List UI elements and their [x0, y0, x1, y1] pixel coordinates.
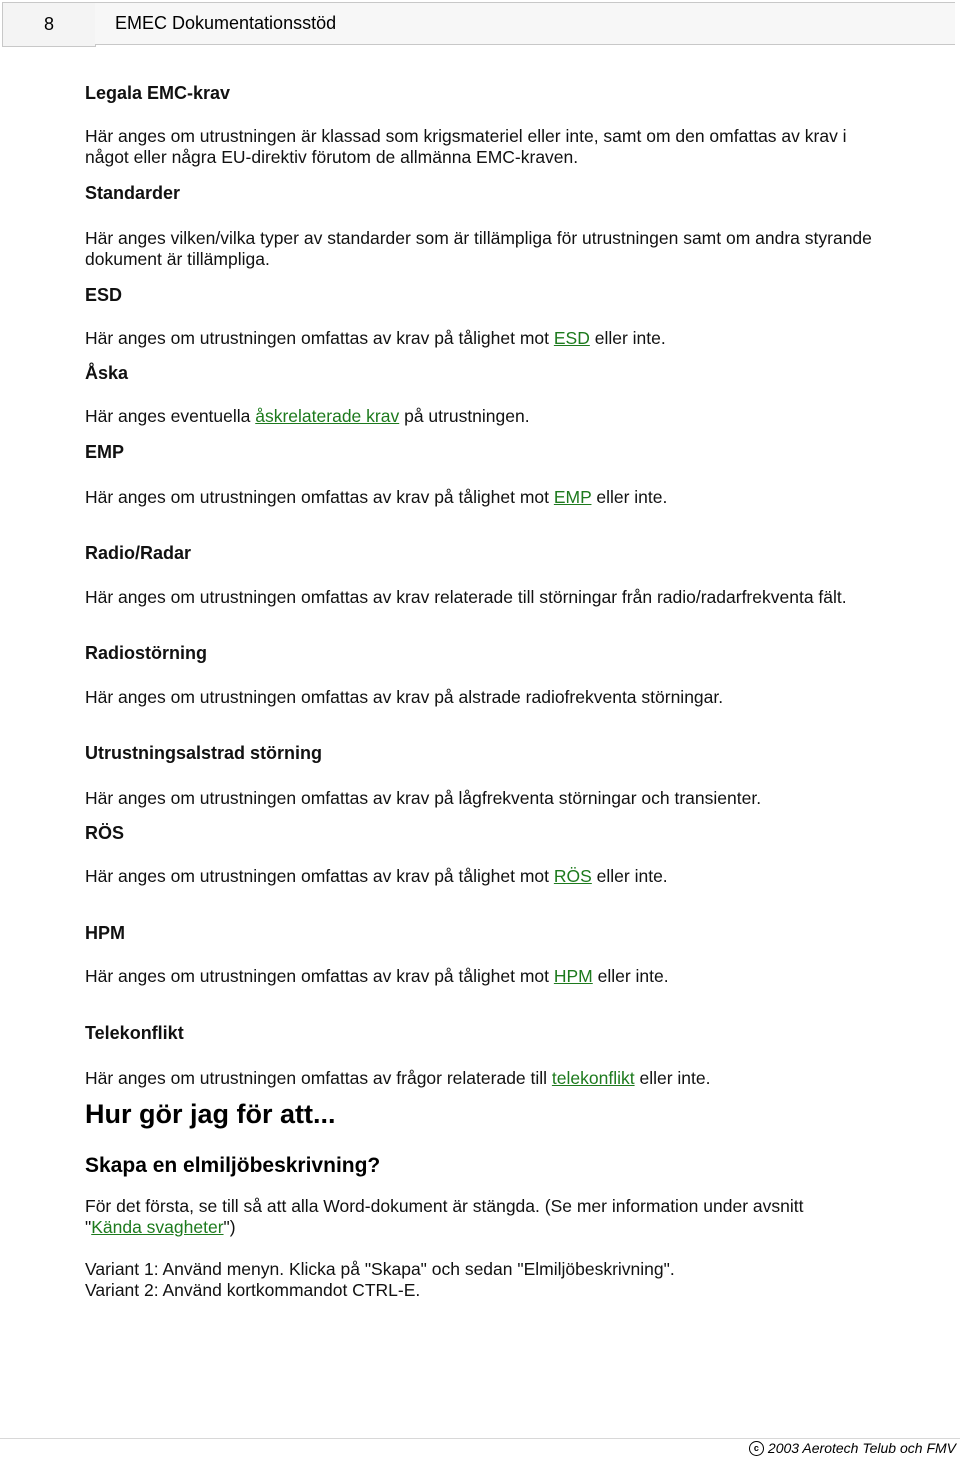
esd-link[interactable]: ESD [553, 328, 590, 348]
utrustningsalstrad-text: Här anges om utrustningen omfattas av krav på lågfrekventa störningar och transienter. [85, 788, 762, 808]
emp-text-post: eller inte. [591, 487, 668, 507]
telekonflikt-link[interactable]: telekonflikt [551, 1068, 635, 1088]
esd-text-post: eller inte. [589, 328, 666, 348]
aska-text-pre: Här anges eventuella [85, 406, 256, 426]
radio-radar-text: Här anges om utrustningen omfattas av krav relaterade till störningar från radio/radarfrekventa fält. [85, 587, 847, 607]
copyright-icon: c [749, 1441, 764, 1456]
page-number: 8 [2, 2, 96, 47]
heading-standarder: Standarder [85, 183, 181, 203]
footer-text: 2003 Aerotech Telub och FMV [767, 1440, 956, 1456]
hpm-link[interactable]: HPM [553, 966, 593, 986]
heading-telekonflikt: Telekonflikt [85, 1023, 184, 1043]
ros-text [85, 866, 668, 887]
howto-text-line1: För det första, se till så att alla Word-dokument är stängda. (Se mer information under avsnitt [85, 1196, 804, 1216]
aska-text-post: på utrustningen. [399, 406, 530, 426]
telekonflikt-text-post: eller inte. [634, 1068, 711, 1088]
heading-utrustningsalstrad: Utrustningsalstrad störning [85, 743, 323, 763]
heading-esd: ESD [85, 285, 123, 305]
howto-subtitle: Skapa en elmiljöbeskrivning? [85, 1154, 381, 1177]
heading-radiostorning: Radiostörning [85, 643, 207, 663]
heading-ros: RÖS [85, 823, 125, 843]
howto-title: Hur gör jag för att... [85, 1099, 336, 1129]
emp-text [85, 487, 667, 508]
aska-link[interactable]: åskrelaterade krav [255, 406, 400, 426]
aska-text [85, 406, 530, 427]
page-header [0, 0, 960, 48]
heading-legala: Legala EMC-krav [85, 83, 231, 103]
variant-2-text: Variant 2: Använd kortkommandot CTRL-E. [85, 1280, 421, 1300]
emp-text-pre: Här anges om utrustningen omfattas av krav på tålighet mot [85, 487, 554, 507]
kanda-svagheter-link[interactable]: Kända svagheter [91, 1217, 224, 1237]
document-title: EMEC Dokumentationsstöd [95, 2, 955, 45]
ros-text-pre: Här anges om utrustningen omfattas av krav på tålighet mot [85, 866, 554, 886]
esd-text-pre: Här anges om utrustningen omfattas av krav på tålighet mot [85, 328, 554, 348]
ros-link[interactable]: RÖS [553, 866, 592, 886]
hpm-text-post: eller inte. [592, 966, 669, 986]
howto-text-line2 [85, 1217, 236, 1238]
legala-text-line1: Här anges om utrustningen är klassad som krigsmateriel eller inte, samt om den omfattas av krav i [85, 126, 847, 146]
variant-1-text: Variant 1: Använd menyn. Klicka på "Skapa" och sedan "Elmiljöbeskrivning". [85, 1259, 675, 1279]
esd-text [85, 328, 666, 349]
heading-emp: EMP [85, 442, 125, 462]
heading-hpm: HPM [85, 923, 125, 943]
legala-text-line2: något eller några EU-direktiv förutom de allmänna EMC-kraven. [85, 147, 579, 167]
standarder-text-line2: dokument är tillämpliga. [85, 249, 270, 269]
howto-line2-post: ") [223, 1217, 236, 1237]
emp-link[interactable]: EMP [553, 487, 592, 507]
radiostorning-text: Här anges om utrustningen omfattas av krav på alstrade radiofrekventa störningar. [85, 687, 724, 707]
footer-divider [0, 1438, 960, 1439]
telekonflikt-text-pre: Här anges om utrustningen omfattas av frågor relaterade till [85, 1068, 552, 1088]
standarder-text-line1: Här anges vilken/vilka typer av standarder som är tillämpliga för utrustningen samt om andra styrande [85, 228, 872, 248]
heading-aska: Åska [85, 363, 129, 383]
heading-radio-radar: Radio/Radar [85, 543, 192, 563]
hpm-text [85, 966, 669, 987]
ros-text-post: eller inte. [591, 866, 668, 886]
howto-line2-pre: " [85, 1217, 92, 1237]
page-footer [749, 1440, 956, 1456]
telekonflikt-text [85, 1068, 710, 1089]
hpm-text-pre: Här anges om utrustningen omfattas av krav på tålighet mot [85, 966, 554, 986]
